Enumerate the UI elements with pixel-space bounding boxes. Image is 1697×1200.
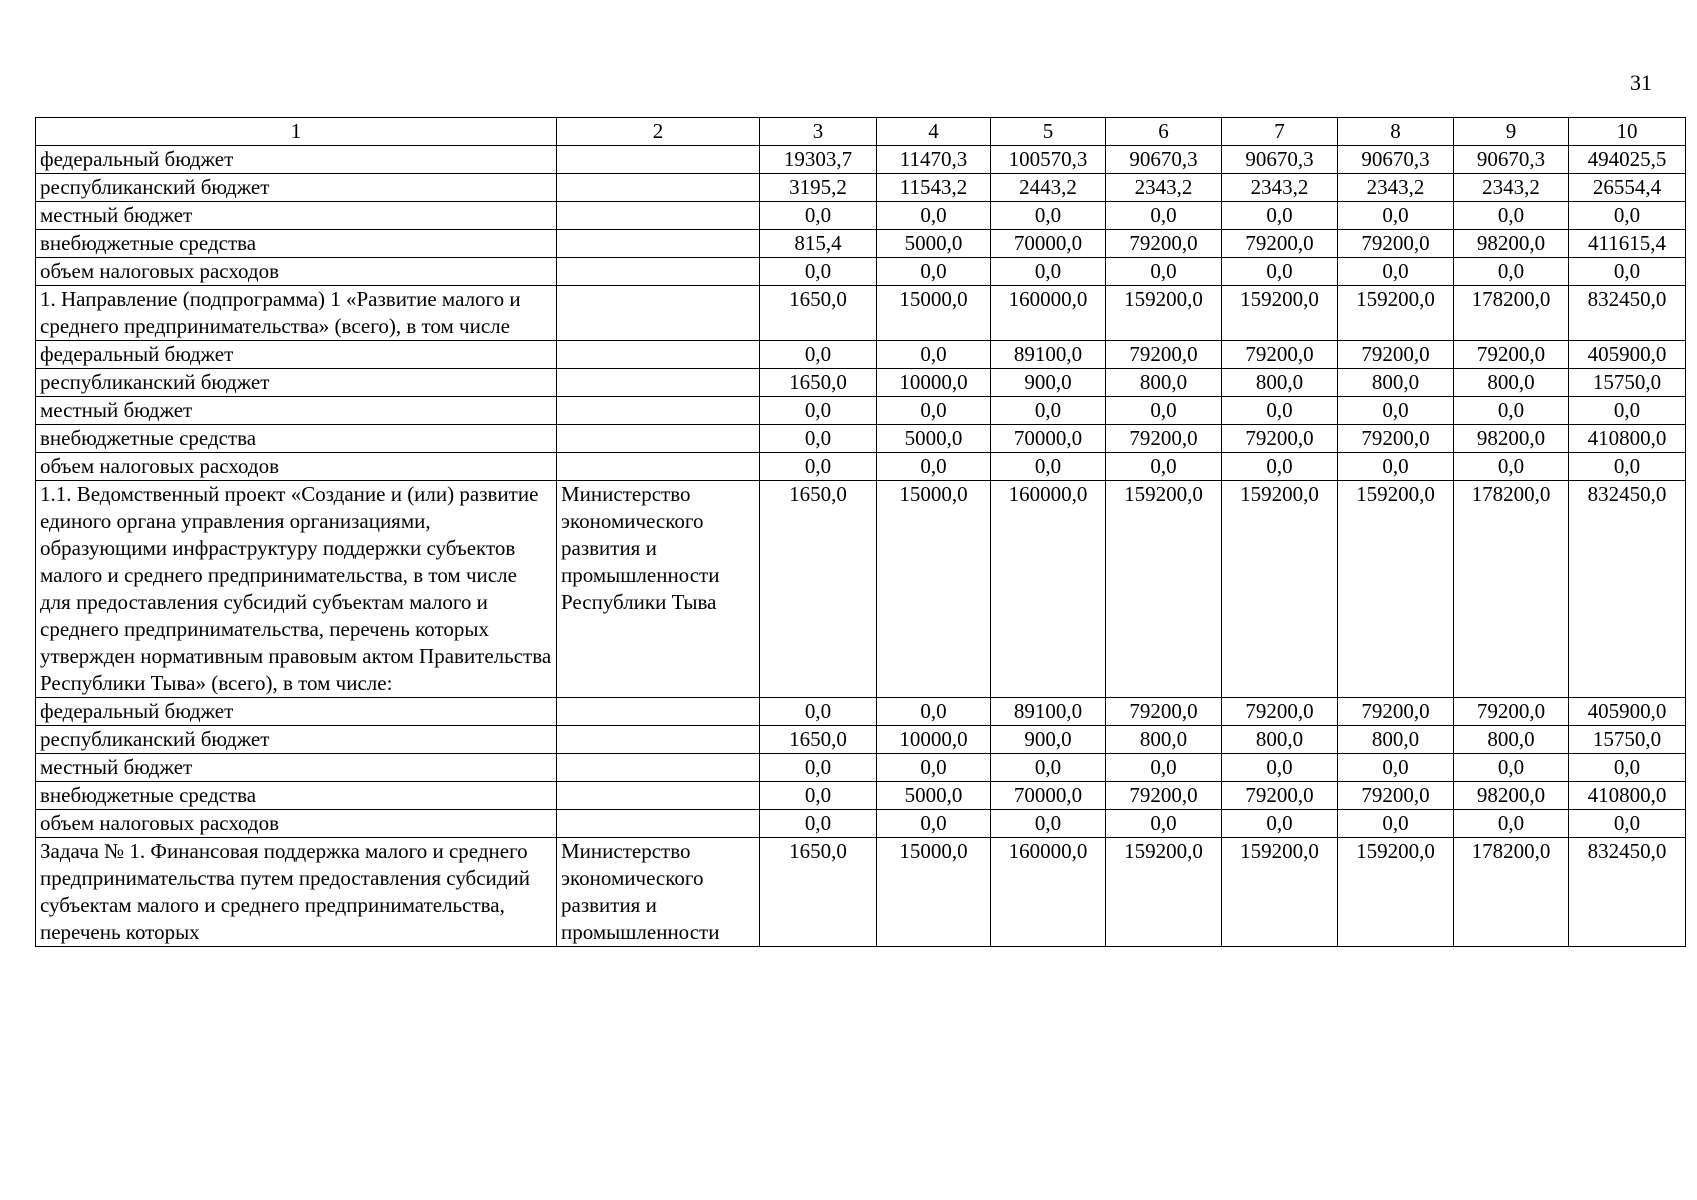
- value-cell: 11470,3: [877, 146, 991, 174]
- row-name-cell: федеральный бюджет: [36, 341, 557, 369]
- responsible-cell: [557, 810, 760, 838]
- value-cell: 0,0: [760, 258, 877, 286]
- value-cell: 0,0: [877, 397, 991, 425]
- value-cell: 0,0: [1569, 258, 1686, 286]
- table-row: [36, 286, 1686, 341]
- row-name-cell: объем налоговых расходов: [36, 810, 557, 838]
- value-cell: 0,0: [760, 202, 877, 230]
- responsible-cell: [557, 453, 760, 481]
- value-cell: 410800,0: [1569, 425, 1686, 453]
- row-name-cell: республиканский бюджет: [36, 726, 557, 754]
- value-cell: 0,0: [760, 754, 877, 782]
- responsible-cell: [557, 698, 760, 726]
- value-cell: 178200,0: [1454, 286, 1569, 341]
- responsible-cell: [557, 174, 760, 202]
- page-number: 31: [1630, 70, 1652, 95]
- value-cell: 15750,0: [1569, 369, 1686, 397]
- value-cell: 0,0: [760, 341, 877, 369]
- value-cell: 0,0: [760, 425, 877, 453]
- value-cell: 159200,0: [1338, 481, 1454, 698]
- value-cell: 0,0: [760, 698, 877, 726]
- value-cell: 0,0: [1222, 258, 1338, 286]
- row-name-cell: внебюджетные средства: [36, 230, 557, 258]
- column-number: 5: [991, 118, 1106, 146]
- row-name-cell: федеральный бюджет: [36, 698, 557, 726]
- value-cell: 159200,0: [1106, 838, 1222, 947]
- responsible-cell: [557, 202, 760, 230]
- value-cell: 0,0: [760, 453, 877, 481]
- value-cell: 800,0: [1106, 726, 1222, 754]
- value-cell: 405900,0: [1569, 341, 1686, 369]
- value-cell: 800,0: [1106, 369, 1222, 397]
- value-cell: 70000,0: [991, 230, 1106, 258]
- table-row: [36, 726, 1686, 754]
- value-cell: 0,0: [1222, 397, 1338, 425]
- column-number: 9: [1454, 118, 1569, 146]
- value-cell: 0,0: [991, 202, 1106, 230]
- value-cell: 79200,0: [1106, 425, 1222, 453]
- table-row: [36, 341, 1686, 369]
- value-cell: 0,0: [760, 397, 877, 425]
- value-cell: 800,0: [1454, 726, 1569, 754]
- value-cell: 26554,4: [1569, 174, 1686, 202]
- row-name-cell: внебюджетные средства: [36, 782, 557, 810]
- value-cell: 800,0: [1222, 369, 1338, 397]
- value-cell: 0,0: [1569, 453, 1686, 481]
- table-row: [36, 202, 1686, 230]
- responsible-cell: [557, 726, 760, 754]
- column-number-row: [36, 118, 1686, 146]
- table-row: [36, 369, 1686, 397]
- responsible-cell: [557, 397, 760, 425]
- value-cell: 815,4: [760, 230, 877, 258]
- value-cell: 900,0: [991, 369, 1106, 397]
- value-cell: 0,0: [760, 782, 877, 810]
- value-cell: 0,0: [877, 202, 991, 230]
- table-body: [36, 118, 1686, 947]
- value-cell: 159200,0: [1106, 286, 1222, 341]
- table-row: [36, 838, 1686, 947]
- value-cell: 0,0: [991, 397, 1106, 425]
- value-cell: 159200,0: [1222, 286, 1338, 341]
- value-cell: 832450,0: [1569, 481, 1686, 698]
- row-name-cell: объем налоговых расходов: [36, 453, 557, 481]
- value-cell: 0,0: [1106, 258, 1222, 286]
- value-cell: 2343,2: [1454, 174, 1569, 202]
- value-cell: 159200,0: [1106, 481, 1222, 698]
- responsible-cell: Министерство экономического развития и промышленности Республики Тыва: [557, 481, 760, 698]
- column-number: 6: [1106, 118, 1222, 146]
- value-cell: 900,0: [991, 726, 1106, 754]
- value-cell: 1650,0: [760, 369, 877, 397]
- value-cell: 0,0: [1106, 754, 1222, 782]
- value-cell: 178200,0: [1454, 481, 1569, 698]
- table-row: [36, 230, 1686, 258]
- value-cell: 0,0: [1222, 202, 1338, 230]
- responsible-cell: [557, 341, 760, 369]
- value-cell: 160000,0: [991, 838, 1106, 947]
- value-cell: 0,0: [991, 453, 1106, 481]
- value-cell: 159200,0: [1222, 838, 1338, 947]
- row-name-cell: федеральный бюджет: [36, 146, 557, 174]
- value-cell: 79200,0: [1106, 698, 1222, 726]
- table-row: [36, 782, 1686, 810]
- value-cell: 0,0: [1106, 810, 1222, 838]
- value-cell: 159200,0: [1338, 838, 1454, 947]
- value-cell: 70000,0: [991, 425, 1106, 453]
- value-cell: 15000,0: [877, 838, 991, 947]
- value-cell: 0,0: [877, 341, 991, 369]
- row-name-cell: республиканский бюджет: [36, 369, 557, 397]
- value-cell: 0,0: [1569, 202, 1686, 230]
- row-name-cell: местный бюджет: [36, 202, 557, 230]
- value-cell: 0,0: [1338, 258, 1454, 286]
- value-cell: 410800,0: [1569, 782, 1686, 810]
- value-cell: 5000,0: [877, 425, 991, 453]
- responsible-cell: Министерство экономического развития и промышленности: [557, 838, 760, 947]
- value-cell: 800,0: [1338, 369, 1454, 397]
- value-cell: 79200,0: [1222, 341, 1338, 369]
- value-cell: 1650,0: [760, 838, 877, 947]
- value-cell: 90670,3: [1454, 146, 1569, 174]
- value-cell: 1650,0: [760, 286, 877, 341]
- value-cell: 1650,0: [760, 481, 877, 698]
- value-cell: 160000,0: [991, 481, 1106, 698]
- value-cell: 0,0: [991, 810, 1106, 838]
- responsible-cell: [557, 230, 760, 258]
- value-cell: 100570,3: [991, 146, 1106, 174]
- value-cell: 0,0: [1106, 453, 1222, 481]
- value-cell: 79200,0: [1222, 230, 1338, 258]
- value-cell: 160000,0: [991, 286, 1106, 341]
- value-cell: 79200,0: [1106, 782, 1222, 810]
- table-row: [36, 453, 1686, 481]
- row-name-cell: Задача № 1. Финансовая поддержка малого и среднего предпринимательства путем предоставления субсидий субъектам малого и среднего предпринимательства, перечень которых: [36, 838, 557, 947]
- value-cell: 800,0: [1338, 726, 1454, 754]
- value-cell: 90670,3: [1338, 146, 1454, 174]
- responsible-cell: [557, 286, 760, 341]
- value-cell: 90670,3: [1222, 146, 1338, 174]
- value-cell: 98200,0: [1454, 425, 1569, 453]
- value-cell: 0,0: [1338, 453, 1454, 481]
- value-cell: 0,0: [877, 258, 991, 286]
- value-cell: 0,0: [1338, 397, 1454, 425]
- value-cell: 5000,0: [877, 230, 991, 258]
- table-row: [36, 258, 1686, 286]
- row-name-cell: внебюджетные средства: [36, 425, 557, 453]
- value-cell: 5000,0: [877, 782, 991, 810]
- value-cell: 494025,5: [1569, 146, 1686, 174]
- value-cell: 0,0: [1454, 397, 1569, 425]
- value-cell: 79200,0: [1222, 425, 1338, 453]
- value-cell: 800,0: [1222, 726, 1338, 754]
- value-cell: 0,0: [1569, 397, 1686, 425]
- value-cell: 79200,0: [1338, 341, 1454, 369]
- table-row: [36, 174, 1686, 202]
- value-cell: 0,0: [877, 453, 991, 481]
- value-cell: 79200,0: [1454, 698, 1569, 726]
- value-cell: 159200,0: [1338, 286, 1454, 341]
- table-row: [36, 397, 1686, 425]
- table-row: [36, 481, 1686, 698]
- value-cell: 98200,0: [1454, 230, 1569, 258]
- value-cell: 89100,0: [991, 341, 1106, 369]
- value-cell: 70000,0: [991, 782, 1106, 810]
- value-cell: 0,0: [1222, 453, 1338, 481]
- value-cell: 79200,0: [1338, 782, 1454, 810]
- value-cell: 79200,0: [1106, 341, 1222, 369]
- value-cell: 0,0: [877, 810, 991, 838]
- value-cell: 79200,0: [1454, 341, 1569, 369]
- value-cell: 800,0: [1454, 369, 1569, 397]
- value-cell: 79200,0: [1338, 425, 1454, 453]
- value-cell: 11543,2: [877, 174, 991, 202]
- value-cell: 79200,0: [1338, 698, 1454, 726]
- budget-table: [35, 117, 1686, 947]
- value-cell: 0,0: [1569, 810, 1686, 838]
- value-cell: 0,0: [991, 258, 1106, 286]
- value-cell: 0,0: [1454, 453, 1569, 481]
- value-cell: 15750,0: [1569, 726, 1686, 754]
- table-row: [36, 425, 1686, 453]
- value-cell: 0,0: [1338, 754, 1454, 782]
- value-cell: 15000,0: [877, 481, 991, 698]
- responsible-cell: [557, 754, 760, 782]
- row-name-cell: объем налоговых расходов: [36, 258, 557, 286]
- value-cell: 0,0: [1222, 810, 1338, 838]
- table-row: [36, 810, 1686, 838]
- responsible-cell: [557, 782, 760, 810]
- value-cell: 0,0: [877, 754, 991, 782]
- value-cell: 90670,3: [1106, 146, 1222, 174]
- value-cell: 411615,4: [1569, 230, 1686, 258]
- value-cell: 79200,0: [1222, 782, 1338, 810]
- column-number: 10: [1569, 118, 1686, 146]
- value-cell: 0,0: [1454, 754, 1569, 782]
- value-cell: 159200,0: [1222, 481, 1338, 698]
- responsible-cell: [557, 425, 760, 453]
- column-number: 2: [557, 118, 760, 146]
- value-cell: 2443,2: [991, 174, 1106, 202]
- value-cell: 3195,2: [760, 174, 877, 202]
- value-cell: 0,0: [1106, 202, 1222, 230]
- value-cell: 2343,2: [1222, 174, 1338, 202]
- value-cell: 10000,0: [877, 726, 991, 754]
- value-cell: 15000,0: [877, 286, 991, 341]
- value-cell: 0,0: [991, 754, 1106, 782]
- table-row: [36, 698, 1686, 726]
- value-cell: 0,0: [1106, 397, 1222, 425]
- value-cell: 0,0: [877, 698, 991, 726]
- value-cell: 0,0: [1338, 202, 1454, 230]
- column-number: 4: [877, 118, 991, 146]
- value-cell: 0,0: [1454, 258, 1569, 286]
- row-name-cell: местный бюджет: [36, 397, 557, 425]
- value-cell: 10000,0: [877, 369, 991, 397]
- value-cell: 832450,0: [1569, 838, 1686, 947]
- responsible-cell: [557, 146, 760, 174]
- value-cell: 0,0: [1454, 810, 1569, 838]
- value-cell: 19303,7: [760, 146, 877, 174]
- row-name-cell: 1.1. Ведомственный проект «Создание и (или) развитие единого органа управления организациями, образующими инфраструктуру поддержки субъектов малого и среднего предпринимательства, в том числе для предоставления субсидий субъектам малого и среднего предпринимательства, перечень которых утвержден нормативным правовым актом Правительства Республики Тыва» (всего), в том числе:: [36, 481, 557, 698]
- responsible-cell: [557, 258, 760, 286]
- value-cell: 2343,2: [1338, 174, 1454, 202]
- row-name-cell: 1. Направление (подпрограмма) 1 «Развитие малого и среднего предпринимательства» (всего), в том числе: [36, 286, 557, 341]
- value-cell: 0,0: [1338, 810, 1454, 838]
- value-cell: 79200,0: [1106, 230, 1222, 258]
- value-cell: 79200,0: [1338, 230, 1454, 258]
- row-name-cell: республиканский бюджет: [36, 174, 557, 202]
- value-cell: 0,0: [1569, 754, 1686, 782]
- table-row: [36, 146, 1686, 174]
- row-name-cell: местный бюджет: [36, 754, 557, 782]
- value-cell: 0,0: [760, 810, 877, 838]
- value-cell: 0,0: [1454, 202, 1569, 230]
- value-cell: 178200,0: [1454, 838, 1569, 947]
- value-cell: 832450,0: [1569, 286, 1686, 341]
- value-cell: 89100,0: [991, 698, 1106, 726]
- column-number: 7: [1222, 118, 1338, 146]
- value-cell: 1650,0: [760, 726, 877, 754]
- value-cell: 2343,2: [1106, 174, 1222, 202]
- value-cell: 0,0: [1222, 754, 1338, 782]
- table-row: [36, 754, 1686, 782]
- responsible-cell: [557, 369, 760, 397]
- value-cell: 405900,0: [1569, 698, 1686, 726]
- column-number: 3: [760, 118, 877, 146]
- value-cell: 98200,0: [1454, 782, 1569, 810]
- column-number: 8: [1338, 118, 1454, 146]
- column-number: 1: [36, 118, 557, 146]
- value-cell: 79200,0: [1222, 698, 1338, 726]
